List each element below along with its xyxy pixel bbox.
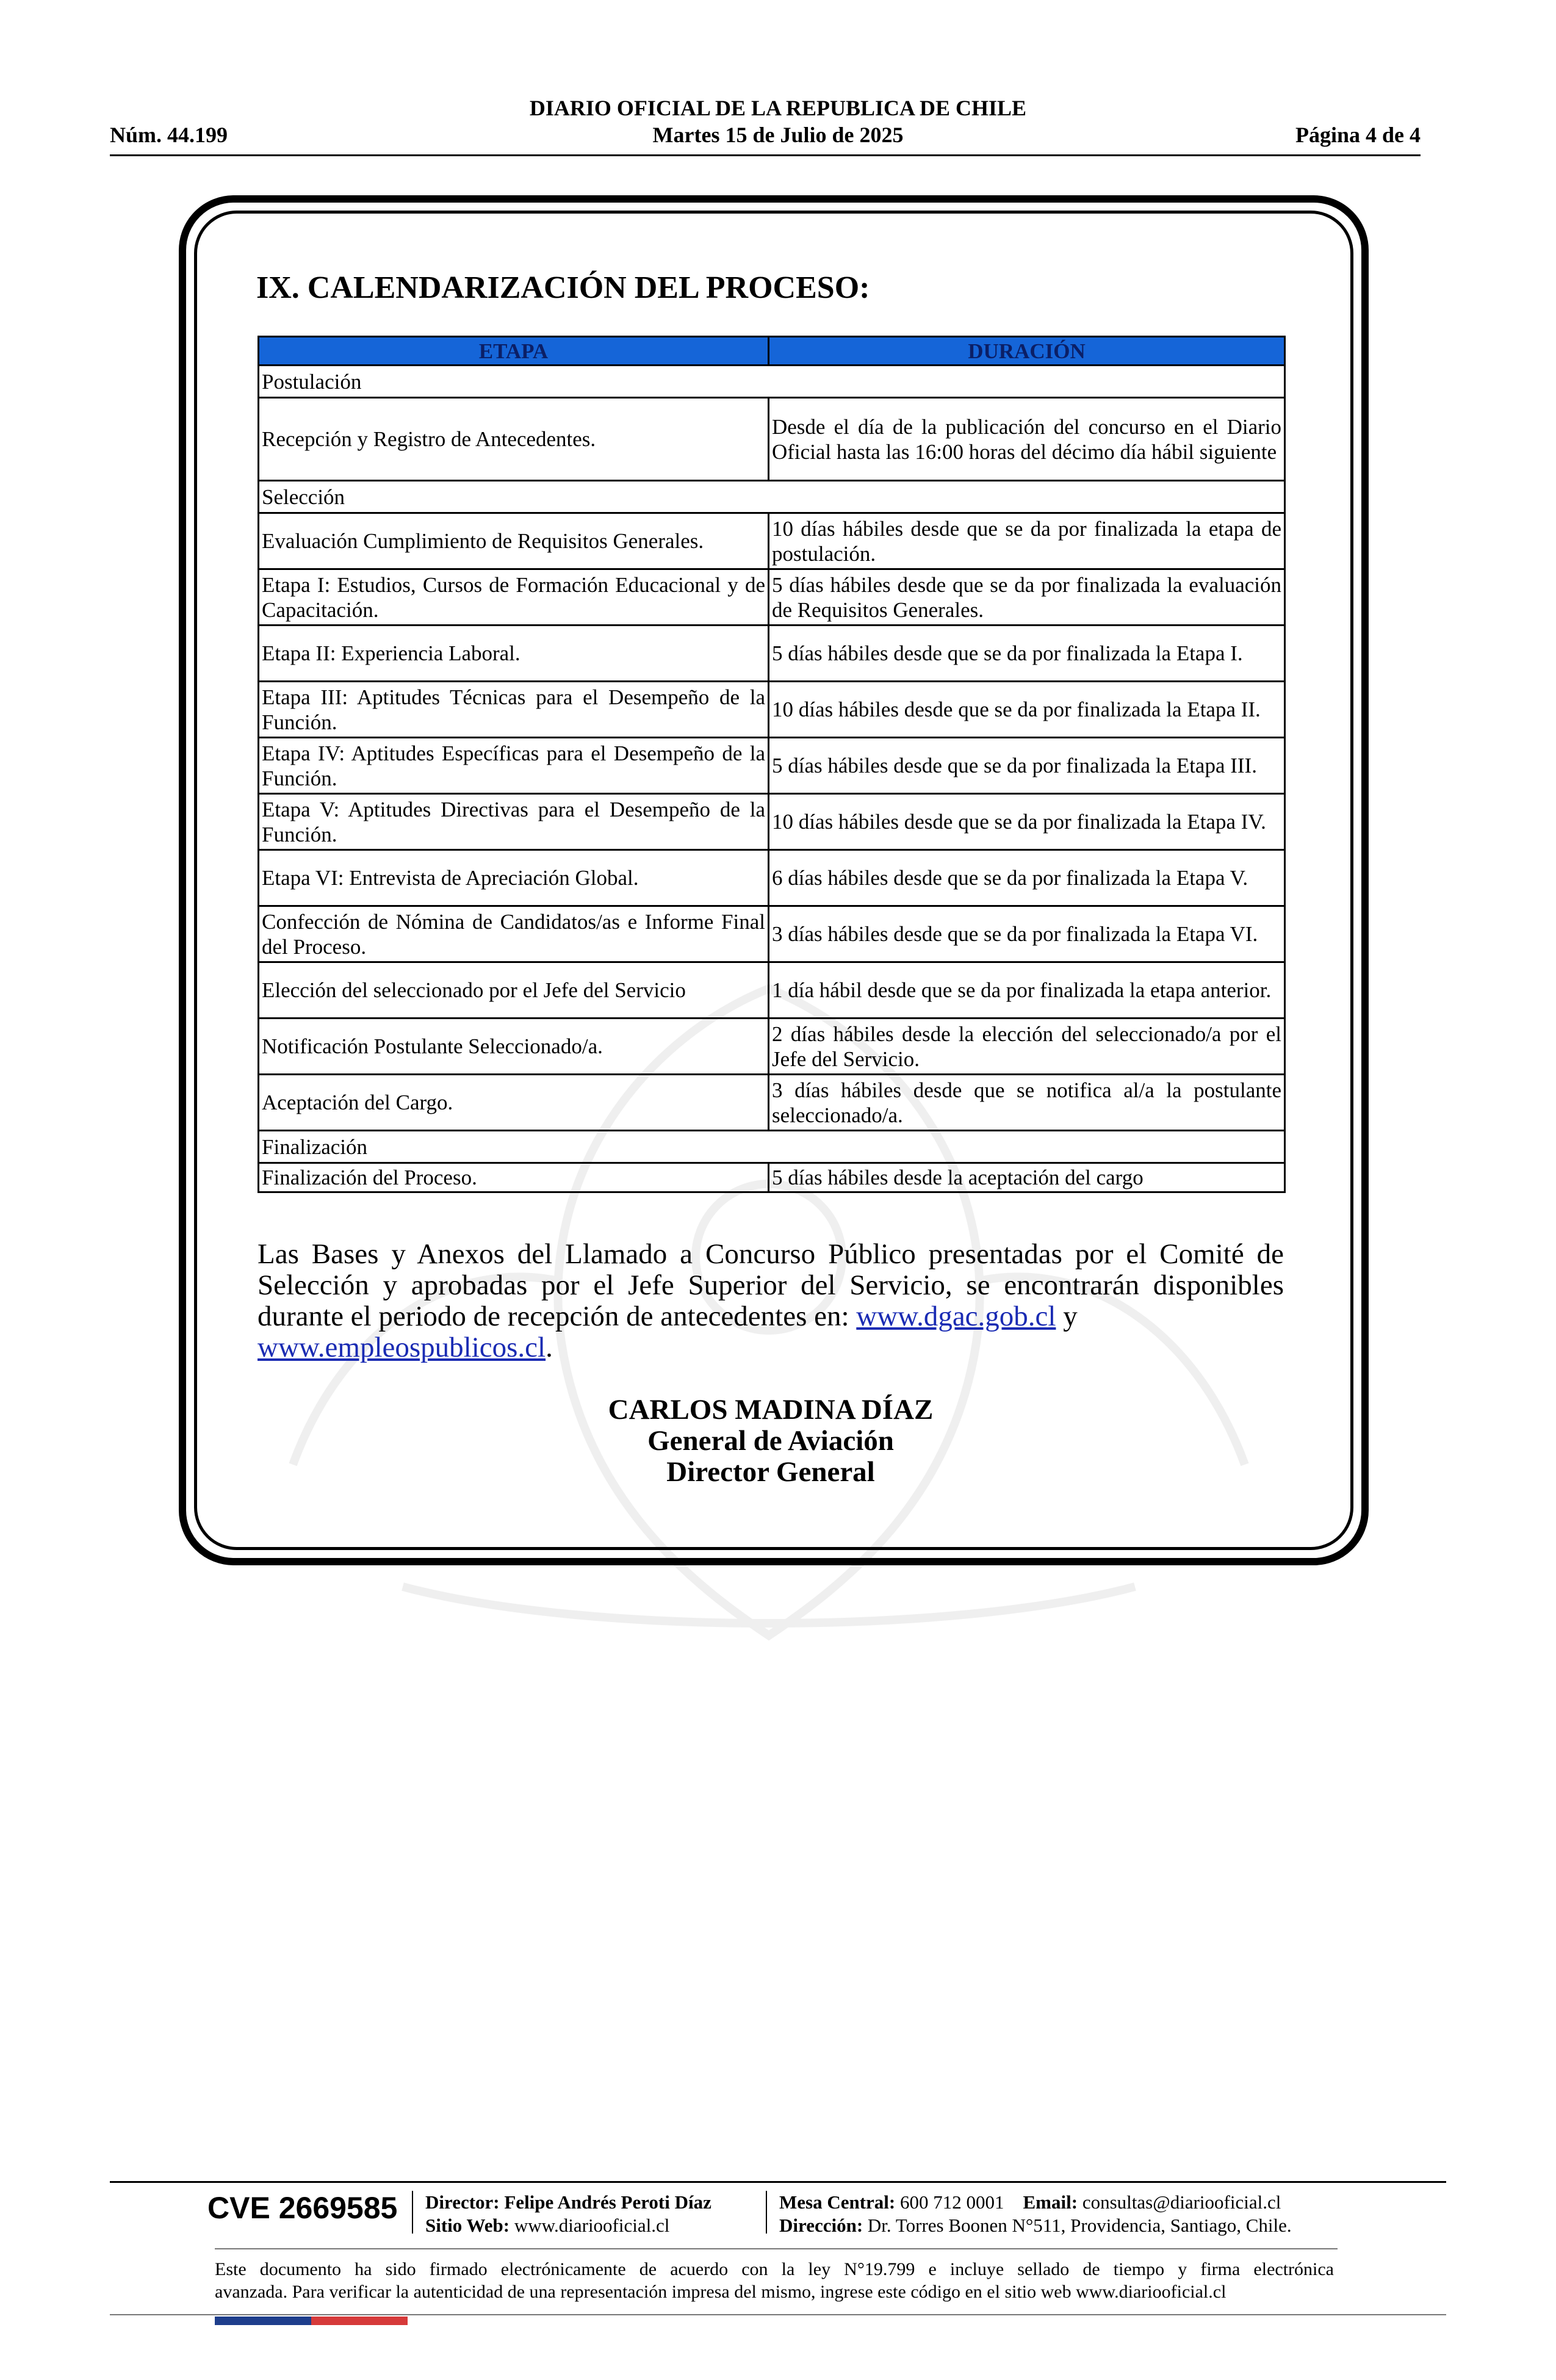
table-row bbox=[259, 738, 1285, 794]
duracion-cell: 1 día hábil desde que se da por finalizada la etapa anterior. bbox=[769, 962, 1285, 1019]
etapa-cell: Recepción y Registro de Antecedentes. bbox=[259, 398, 769, 481]
email-address[interactable]: consultas@diariooficial.cl bbox=[1082, 2191, 1281, 2213]
empleospublicos-link[interactable]: www.empleospublicos.cl bbox=[258, 1332, 546, 1363]
column-header-etapa: ETAPA bbox=[259, 337, 769, 366]
etapa-cell: Etapa II: Experiencia Laboral. bbox=[259, 626, 769, 682]
address-text: Dr. Torres Boonen N°511, Providencia, Santiago, Chile. bbox=[867, 2215, 1292, 2236]
duracion-cell: 2 días hábiles desde la elección del seleccionado/a por el Jefe del Servicio. bbox=[769, 1019, 1285, 1075]
dgac-link[interactable]: www.dgac.gob.cl bbox=[856, 1300, 1056, 1332]
footer-separator bbox=[766, 2191, 767, 2234]
etapa-cell: Etapa V: Aptitudes Directivas para el Desempeño de la Función. bbox=[259, 794, 769, 850]
legal-line-2: avanzada. Para verificar la autenticidad de una representación impresa del mismo, ingrese este código en el sitio web www.diariooficial.cl bbox=[215, 2282, 1226, 2302]
section-label: Postulación bbox=[259, 366, 1285, 398]
signatory-rank: General de Aviación bbox=[647, 1425, 894, 1457]
footer-director-block bbox=[425, 2191, 711, 2237]
section-title: IX. CALENDARIZACIÓN DEL PROCESO: bbox=[256, 270, 870, 305]
paragraph-end: . bbox=[546, 1332, 553, 1363]
duracion-cell: 3 días hábiles desde que se notifica al/a la postulante seleccionado/a. bbox=[769, 1075, 1285, 1131]
email-label: Email: bbox=[1023, 2191, 1078, 2213]
paragraph-connector: y bbox=[1056, 1300, 1078, 1332]
duracion-cell: 10 días hábiles desde que se da por finalizada la etapa de postulación. bbox=[769, 513, 1285, 569]
etapa-cell: Etapa I: Estudios, Cursos de Formación Educacional y de Capacitación. bbox=[259, 569, 769, 626]
schedule-table bbox=[258, 336, 1286, 1193]
table-row bbox=[259, 850, 1285, 906]
table-row bbox=[259, 962, 1285, 1019]
footer-rule-top bbox=[110, 2181, 1446, 2183]
duracion-cell: 10 días hábiles desde que se da por finalizada la Etapa II. bbox=[769, 682, 1285, 738]
paragraph-text: Las Bases y Anexos del Llamado a Concurso Público presentadas por el Comité de Selección y aprobadas por el Jefe Superior del Servicio, se encontrarán disponibles durante el periodo de recepción de antecedentes en: bbox=[258, 1238, 1284, 1332]
etapa-cell: Confección de Nómina de Candidatos/as e Informe Final del Proceso. bbox=[259, 906, 769, 962]
footer-rule-bottom bbox=[110, 2314, 1446, 2315]
duracion-cell: 5 días hábiles desde que se da por finalizada la Etapa I. bbox=[769, 626, 1285, 682]
legal-line-1: Este documento ha sido firmado electrónicamente de acuerdo con la ley N°19.799 e incluye sellado de tiempo y firma electrónica bbox=[215, 2259, 1334, 2279]
duracion-cell: Desde el día de la publicación del concurso en el Diario Oficial hasta las 16:00 horas del décimo día hábil siguiente bbox=[769, 398, 1285, 481]
etapa-cell: Etapa III: Aptitudes Técnicas para el Desempeño de la Función. bbox=[259, 682, 769, 738]
table-header-row bbox=[259, 337, 1285, 366]
etapa-cell: Etapa IV: Aptitudes Específicas para el Desempeño de la Función. bbox=[259, 738, 769, 794]
etapa-cell: Aceptación del Cargo. bbox=[259, 1075, 769, 1131]
table-row bbox=[259, 906, 1285, 962]
issue-number: Núm. 44.199 bbox=[110, 123, 228, 147]
flag-stripe-blue bbox=[215, 2317, 311, 2325]
header-rule bbox=[110, 154, 1421, 156]
footer-separator bbox=[412, 2191, 413, 2234]
duracion-cell: 10 días hábiles desde que se da por finalizada la Etapa IV. bbox=[769, 794, 1285, 850]
etapa-cell: Elección del seleccionado por el Jefe del Servicio bbox=[259, 962, 769, 1019]
etapa-cell: Finalización del Proceso. bbox=[259, 1163, 769, 1192]
footer-contact-block bbox=[779, 2191, 1292, 2237]
cve-code: CVE 2669585 bbox=[207, 2191, 398, 2225]
publication-title: DIARIO OFICIAL DE LA REPUBLICA DE CHILE bbox=[529, 96, 1027, 120]
phone-number: 600 712 0001 bbox=[900, 2191, 1004, 2213]
table-section-row bbox=[259, 481, 1285, 513]
table-section-row bbox=[259, 366, 1285, 398]
table-row bbox=[259, 569, 1285, 626]
signatory-name: CARLOS MADINA DÍAZ bbox=[608, 1394, 934, 1426]
etapa-cell: Notificación Postulante Seleccionado/a. bbox=[259, 1019, 769, 1075]
bases-paragraph bbox=[258, 1239, 1284, 1363]
duracion-cell: 6 días hábiles desde que se da por finalizada la Etapa V. bbox=[769, 850, 1285, 906]
table-row bbox=[259, 398, 1285, 481]
director-label: Director: bbox=[425, 2191, 500, 2213]
flag-stripe-red bbox=[311, 2317, 408, 2325]
publication-date: Martes 15 de Julio de 2025 bbox=[652, 123, 904, 147]
table-row bbox=[259, 682, 1285, 738]
table-row bbox=[259, 1019, 1285, 1075]
section-label: Finalización bbox=[259, 1131, 1285, 1163]
section-label: Selección bbox=[259, 481, 1285, 513]
duracion-cell: 5 días hábiles desde la aceptación del cargo bbox=[769, 1163, 1285, 1192]
duracion-cell: 3 días hábiles desde que se da por finalizada la Etapa VI. bbox=[769, 906, 1285, 962]
table-row bbox=[259, 794, 1285, 850]
etapa-cell: Etapa VI: Entrevista de Apreciación Global. bbox=[259, 850, 769, 906]
footer-rule-mid bbox=[215, 2248, 1338, 2249]
address-label: Dirección: bbox=[779, 2215, 863, 2236]
director-name: Felipe Andrés Peroti Díaz bbox=[504, 2191, 711, 2213]
column-header-duracion: DURACIÓN bbox=[769, 337, 1285, 366]
phone-label: Mesa Central: bbox=[779, 2191, 896, 2213]
table-row bbox=[259, 513, 1285, 569]
table-row bbox=[259, 1163, 1285, 1192]
signatory-position: Director General bbox=[666, 1456, 875, 1488]
table-section-row bbox=[259, 1131, 1285, 1163]
page-number: Página 4 de 4 bbox=[1295, 123, 1421, 147]
table-row bbox=[259, 1075, 1285, 1131]
duracion-cell: 5 días hábiles desde que se da por finalizada la evaluación de Requisitos Generales. bbox=[769, 569, 1285, 626]
web-link[interactable]: www.diariooficial.cl bbox=[514, 2215, 670, 2236]
legal-notice bbox=[215, 2258, 1334, 2303]
duracion-cell: 5 días hábiles desde que se da por finalizada la Etapa III. bbox=[769, 738, 1285, 794]
web-label: Sitio Web: bbox=[425, 2215, 510, 2236]
etapa-cell: Evaluación Cumplimiento de Requisitos Generales. bbox=[259, 513, 769, 569]
table-row bbox=[259, 626, 1285, 682]
